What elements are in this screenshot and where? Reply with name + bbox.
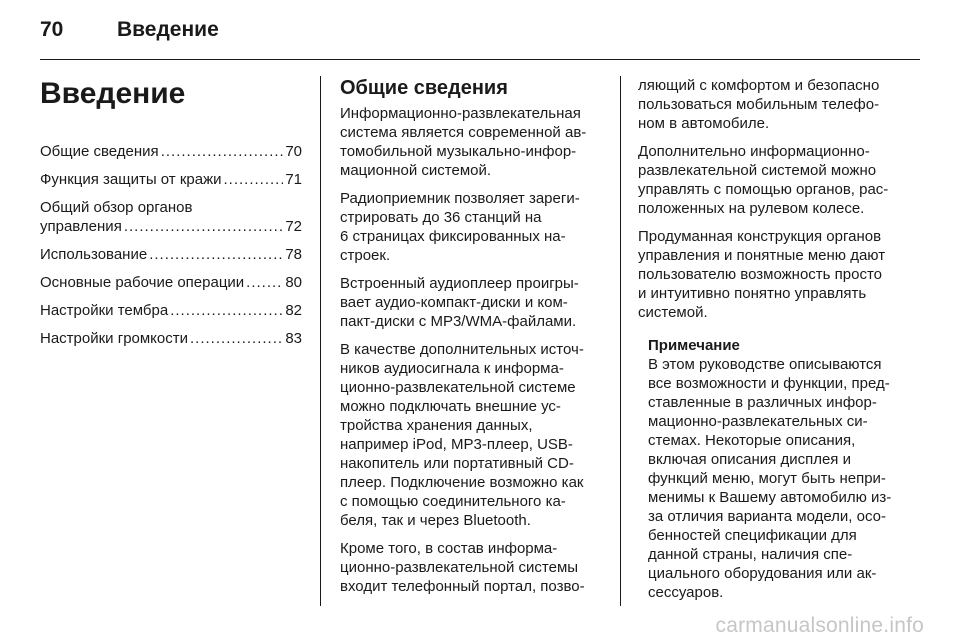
body-paragraph xyxy=(638,227,914,322)
body-paragraph xyxy=(340,189,603,265)
paragraph-line: пользоваться мобильным телефо- xyxy=(638,96,880,113)
toc-leader-dots xyxy=(190,329,283,348)
toc-page-number: 72 xyxy=(285,218,302,235)
page-header xyxy=(0,15,960,55)
toc-entry-title: Настройки тембра xyxy=(40,302,169,319)
header-rule xyxy=(40,59,920,60)
paragraph-line: с помощью соединительного ка- xyxy=(340,493,566,510)
paragraph-line: накопитель или портативный CD- xyxy=(340,455,574,472)
toc-entry-title: Общие сведения xyxy=(40,143,159,160)
paragraph-line: ционно-развлекательной системе xyxy=(340,379,576,396)
paragraph-line: ляющий с комфортом и безопасно xyxy=(638,77,880,94)
note-line: бенностей спецификации для xyxy=(648,527,857,544)
paragraph-line: входит телефонный портал, позво- xyxy=(340,578,585,595)
paragraph-line: плеер. Подключение возможно как xyxy=(340,474,584,491)
note-line: В этом руководстве описываются xyxy=(648,356,882,373)
paragraph-line: Встроенный аудиоплеер проигры- xyxy=(340,275,579,292)
toc-leader-dots xyxy=(124,217,284,236)
paragraph-line: мационной системой. xyxy=(340,162,492,179)
body-paragraph xyxy=(340,104,603,180)
paragraph-line: например iPod, MP3-плеер, USB- xyxy=(340,436,573,453)
toc-entry-title: Основные рабочие операции xyxy=(40,274,245,291)
note-line: циального оборудования или ак- xyxy=(648,565,877,582)
toc-leader-dots xyxy=(149,245,283,264)
page-number: 70 xyxy=(40,18,64,41)
toc-entry-title: Общий обзор органов xyxy=(40,199,193,216)
toc-leader-dots xyxy=(161,142,284,161)
note-line: сессуаров. xyxy=(648,584,724,601)
note-line: ставленные в различных инфор- xyxy=(648,394,877,411)
paragraph-line: вает аудио-компакт-диски и ком- xyxy=(340,294,568,311)
body-paragraph xyxy=(638,142,914,218)
section-title: Общие сведения xyxy=(340,77,508,99)
body-paragraph xyxy=(340,539,603,596)
toc-page-number: 80 xyxy=(285,274,302,291)
paragraph-line: беля, так и через Bluetooth. xyxy=(340,512,531,529)
paragraph-line: Информационно-развлекательная xyxy=(340,105,581,122)
section-column-left xyxy=(340,76,603,605)
paragraph-line: развлекательной системой можно xyxy=(638,162,877,179)
note-line: данной страны, наличия спе- xyxy=(648,546,853,563)
toc-entry[interactable] xyxy=(40,301,302,320)
section-body-left xyxy=(340,104,603,596)
toc-entry[interactable] xyxy=(40,245,302,264)
toc-entry-title: управления xyxy=(40,218,122,235)
paragraph-line: управления и понятные меню дают xyxy=(638,247,886,264)
note-line: стемах. Некоторые описания, xyxy=(648,432,856,449)
toc-entry[interactable] xyxy=(40,198,302,236)
column-divider-right xyxy=(620,76,621,606)
note-text xyxy=(648,355,914,602)
toc-entry-title: Настройки громкости xyxy=(40,330,189,347)
toc-leader-dots xyxy=(246,273,283,292)
paragraph-line: Продуманная конструкция органов xyxy=(638,228,882,245)
toc-page-number: 71 xyxy=(285,171,302,188)
toc-page-number: 83 xyxy=(285,330,302,347)
column-divider-left xyxy=(320,76,321,606)
paragraph-line: Радиоприемник позволяет зареги- xyxy=(340,190,580,207)
paragraph-line: пользователю возможность просто xyxy=(638,266,882,283)
toc-entry[interactable] xyxy=(40,273,302,292)
paragraph-line: тройства хранения данных, xyxy=(340,417,533,434)
body-paragraph xyxy=(340,340,603,530)
paragraph-line: ном в автомобиле. xyxy=(638,115,770,132)
note-line: менимы к Вашему автомобилю из- xyxy=(648,489,892,506)
body-paragraph xyxy=(340,274,603,331)
paragraph-line: можно подключать внешние ус- xyxy=(340,398,561,415)
toc-leader-dots xyxy=(223,170,283,189)
note-line: включая описания дисплея и xyxy=(648,451,851,468)
paragraph-line: 6 страницах фиксированных на- xyxy=(340,228,566,245)
toc-entry[interactable] xyxy=(40,329,302,348)
header-title: Введение xyxy=(117,18,219,41)
paragraph-line: положенных на рулевом колесе. xyxy=(638,200,865,217)
toc-page-number: 70 xyxy=(285,143,302,160)
section-column-right xyxy=(638,76,914,602)
paragraph-line: система является современной ав- xyxy=(340,124,587,141)
paragraph-line: строек. xyxy=(340,247,391,264)
paragraph-line: ников аудиосигнала к информа- xyxy=(340,360,564,377)
paragraph-line: В качестве дополнительных источ- xyxy=(340,341,584,358)
toc-entry[interactable] xyxy=(40,170,302,189)
paragraph-line: ционно-развлекательной системы xyxy=(340,559,579,576)
note-line: мационно-развлекательных си- xyxy=(648,413,868,430)
section-body-right xyxy=(638,76,914,322)
toc-entry-title: Использование xyxy=(40,246,148,263)
toc-leader-dots xyxy=(170,301,283,320)
note-line: функций меню, могут быть непри- xyxy=(648,470,886,487)
paragraph-line: и интуитивно понятно управлять xyxy=(638,285,867,302)
toc-page-number: 82 xyxy=(285,302,302,319)
note-line: за отличия варианта модели, осо- xyxy=(648,508,886,525)
paragraph-line: системой. xyxy=(638,304,708,321)
note-title: Примечание xyxy=(648,337,740,354)
body-paragraph xyxy=(638,76,914,133)
paragraph-line: Кроме того, в состав информа- xyxy=(340,540,558,557)
table-of-contents xyxy=(40,142,302,348)
paragraph-line: управлять с помощью органов, рас- xyxy=(638,181,889,198)
note-line: все возможности и функции, пред- xyxy=(648,375,890,392)
toc-page-number: 78 xyxy=(285,246,302,263)
paragraph-line: пакт-диски с MP3/WMA-файлами. xyxy=(340,313,577,330)
paragraph-line: томобильной музыкально-инфор- xyxy=(340,143,577,160)
toc-column xyxy=(40,76,302,357)
watermark: carmanualsonline.info xyxy=(715,614,924,637)
toc-entry-title: Функция защиты от кражи xyxy=(40,171,222,188)
note-box xyxy=(648,336,914,602)
paragraph-line: Дополнительно информационно- xyxy=(638,143,870,160)
chapter-title: Введение xyxy=(40,77,186,110)
paragraph-line: стрировать до 36 станций на xyxy=(340,209,542,226)
toc-entry[interactable] xyxy=(40,142,302,161)
